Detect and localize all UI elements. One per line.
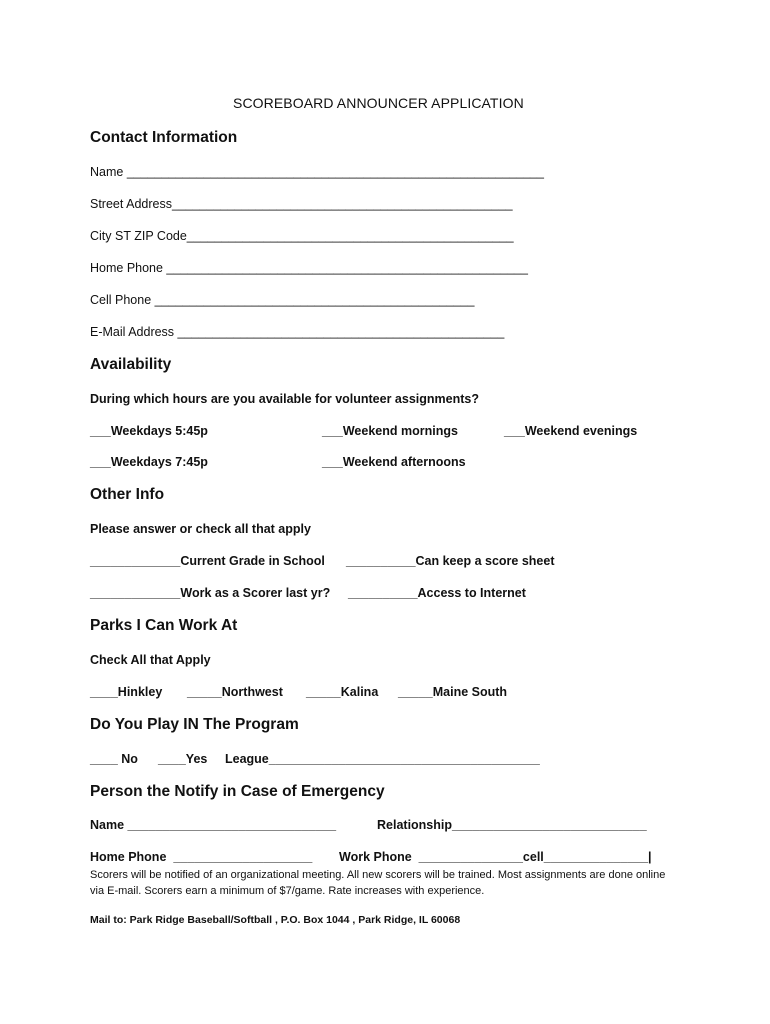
other-info-instruction: Please answer or check all that apply xyxy=(90,522,311,536)
city-state-zip-field[interactable]: City ST ZIP Code_______________________________________________ xyxy=(90,229,514,243)
page-title: SCOREBOARD ANNOUNCER APPLICATION xyxy=(233,95,524,111)
street-address-field[interactable]: Street Address_________________________________________________ xyxy=(90,197,513,211)
mailing-address: Mail to: Park Ridge Baseball/Softball , P.O. Box 1044 , Park Ridge, IL 60068 xyxy=(90,914,461,926)
availability-heading: Availability xyxy=(90,356,172,373)
weekend-afternoons-option[interactable]: ___Weekend afternoons xyxy=(322,455,466,469)
cell-phone-field[interactable]: Cell Phone ______________________________________________ xyxy=(90,293,475,307)
name-field[interactable]: Name ____________________________________________________________ xyxy=(90,165,544,179)
emergency-heading: Person the Notify in Case of Emergency xyxy=(90,783,385,800)
weekdays-545-option[interactable]: ___Weekdays 5:45p xyxy=(90,424,208,438)
program-heading: Do You Play IN The Program xyxy=(90,716,299,733)
internet-access-option[interactable]: __________Access to Internet xyxy=(348,586,526,600)
park-kalina-option[interactable]: _____Kalina xyxy=(306,685,379,699)
email-field[interactable]: E-Mail Address _______________________________________________ xyxy=(90,325,505,339)
weekend-mornings-option[interactable]: ___Weekend mornings xyxy=(322,424,458,438)
parks-instruction: Check All that Apply xyxy=(90,653,211,667)
park-maine-south-option[interactable]: _____Maine South xyxy=(398,685,508,699)
score-sheet-option[interactable]: __________Can keep a score sheet xyxy=(346,554,555,568)
scorer-note: Scorers will be notified of an organizational meeting. All new scorers will be trained. Most assignments are done online via E-mail. Scorers earn a minimum of $7/game. Rate increases with experience. xyxy=(90,869,666,897)
weekdays-745-option[interactable]: ___Weekdays 7:45p xyxy=(90,455,208,469)
parks-heading: Parks I Can Work At xyxy=(90,617,238,634)
program-yes-option[interactable]: ____Yes xyxy=(158,752,208,766)
league-field[interactable]: League_______________________________________ xyxy=(225,752,540,766)
weekend-evenings-option[interactable]: ___Weekend evenings xyxy=(504,424,638,438)
contact-heading: Contact Information xyxy=(90,129,238,146)
other-info-heading: Other Info xyxy=(90,486,165,503)
home-phone-field[interactable]: Home Phone ____________________________________________________ xyxy=(90,261,528,275)
park-northwest-option[interactable]: _____Northwest xyxy=(187,685,283,699)
emergency-name-field[interactable]: Name ______________________________ xyxy=(90,818,337,832)
emergency-home-phone-field[interactable]: Home Phone ____________________ xyxy=(90,850,313,864)
availability-question: During which hours are you available for volunteer assignments? xyxy=(90,392,479,406)
park-hinkley-option[interactable]: ____Hinkley xyxy=(90,685,163,699)
emergency-work-phone-field[interactable]: Work Phone _______________cell_______________| xyxy=(339,850,652,864)
scorer-last-year-option[interactable]: _____________Work as a Scorer last yr? xyxy=(90,586,331,600)
program-no-option[interactable]: ____ No xyxy=(90,752,138,766)
current-grade-field[interactable]: _____________Current Grade in School xyxy=(90,554,325,568)
emergency-relationship-field[interactable]: Relationship____________________________ xyxy=(377,818,647,832)
